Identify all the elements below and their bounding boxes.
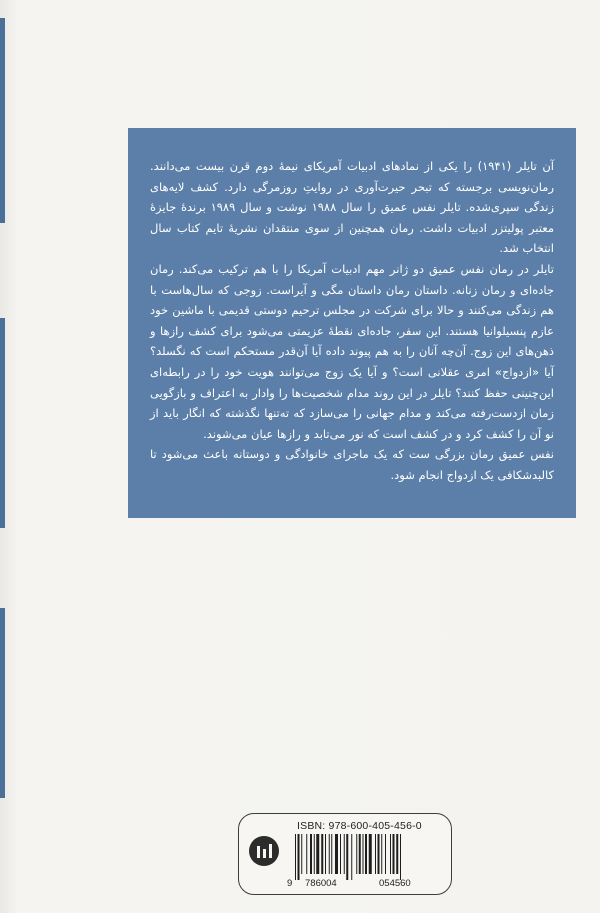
- barcode-bar: [365, 834, 367, 874]
- blurb-paragraph-2: تایلر در رمان نفس عمیق دو ژانر مهم ادبیات آمریکا را با هم ترکیب می‌کند. رمان جاده‌ای و رمان زنانه. داستان رمان داستان مگی و آیراست. زوجی که سال‌هاست با هم زندگی می‌کنند و حالا برای شرکت در مجلس ترحیم دوستی قدیمی با ماشین خود عازم پنسیلوانیا هستند. این سفر، جاده‌ای نقطهٔ عزیمتی می‌شود برای کشف رازها و ذهن‌های این زوج. آن‌چه آنان را به هم پیوند داده آیا آن‌قدر مستحکم است که نگسلد؟ آیا «ازدواج» امری عقلانی است؟ و آیا یک زوج می‌توانند هویت خود را در رابطه‌ای این‌چنینی حفظ کنند؟ تایلر در این روند مدام شخصیت‌ها را وادار به اعتراف و بازگویی زمان ازدست‌رفته می‌کند و مدام جهانی را می‌سازد که ته‌تنها نگذشته که انگار باید از نو آن را کشف کرد و در کشف است که نور می‌تابد و رازها عیان می‌شوند.: [150, 261, 554, 441]
- barcode-bar: [393, 834, 395, 874]
- barcode-bar: [385, 834, 386, 874]
- barcode-bar: [351, 834, 352, 880]
- barcode-lead-digit: 9: [287, 878, 293, 889]
- barcode-bar: [335, 834, 338, 874]
- barcode-digit-group-2: 054560: [379, 878, 411, 889]
- barcode-bar: [298, 834, 300, 880]
- spine-color-mark: [0, 608, 5, 798]
- spine-color-mark: [0, 18, 5, 223]
- barcode-bar: [301, 834, 302, 874]
- barcode-bar: [359, 834, 361, 874]
- barcode-bar: [390, 834, 391, 874]
- barcode-bar: [346, 834, 348, 880]
- barcode-bar: [329, 834, 330, 874]
- barcode-bar: [295, 834, 296, 880]
- barcode-bar: [321, 834, 323, 874]
- barcode-bar: [381, 834, 382, 874]
- barcode-bar: [344, 834, 345, 874]
- barcode-icon: [293, 834, 443, 880]
- isbn-number: ISBN: 978-600-405-456-0: [297, 820, 422, 832]
- barcode-bar: [356, 834, 357, 874]
- barcode-bar: [314, 834, 315, 874]
- spine-color-mark: [0, 318, 5, 528]
- barcode-bar: [375, 834, 376, 874]
- barcode-bar: [316, 834, 319, 874]
- barcode-bar: [331, 834, 332, 874]
- barcode-bar: [306, 834, 307, 874]
- barcode-bar: [363, 834, 364, 874]
- barcode-bar: [340, 834, 341, 874]
- barcode-bar: [400, 834, 401, 880]
- blurb-panel: [128, 128, 576, 518]
- barcode-bar: [378, 834, 380, 874]
- blurb-paragraph-3: نفس عمیق رمان بزرگی ست که یک ماجرای خانوادگی و دوستانه باعث می‌شود تا کالبدشکافی یک ازدواج انجام شود.: [150, 447, 554, 482]
- barcode-bar: [325, 834, 326, 874]
- barcode-digit-group-1: 786004: [305, 878, 337, 889]
- isbn-barcode-box: [238, 813, 452, 895]
- publisher-logo-icon: [249, 836, 279, 866]
- barcode-bar: [369, 834, 372, 874]
- blurb-paragraph-1: آن تایلر (۱۹۴۱) را یکی از نمادهای ادبیات آمریکای نیمهٔ دوم قرن بیست می‌دانند. رمان‌نویسی برجسته که تبحر حیرت‌آوری در روایتِ روزمرگی دارد. کشف لایه‌های زندگی سپری‌شده. تایلر نفس عمیق را سال ۱۹۸۸ نوشت و سال ۱۹۸۹ برندهٔ جایزهٔ معتبر پولیتزر ادبیات داشت. رمان همچنین از سوی منتقدان نشریهٔ تایم کتاب سال انتخاب شد.: [150, 159, 555, 256]
- barcode-bar: [396, 834, 398, 874]
- barcode-bar: [310, 834, 312, 874]
